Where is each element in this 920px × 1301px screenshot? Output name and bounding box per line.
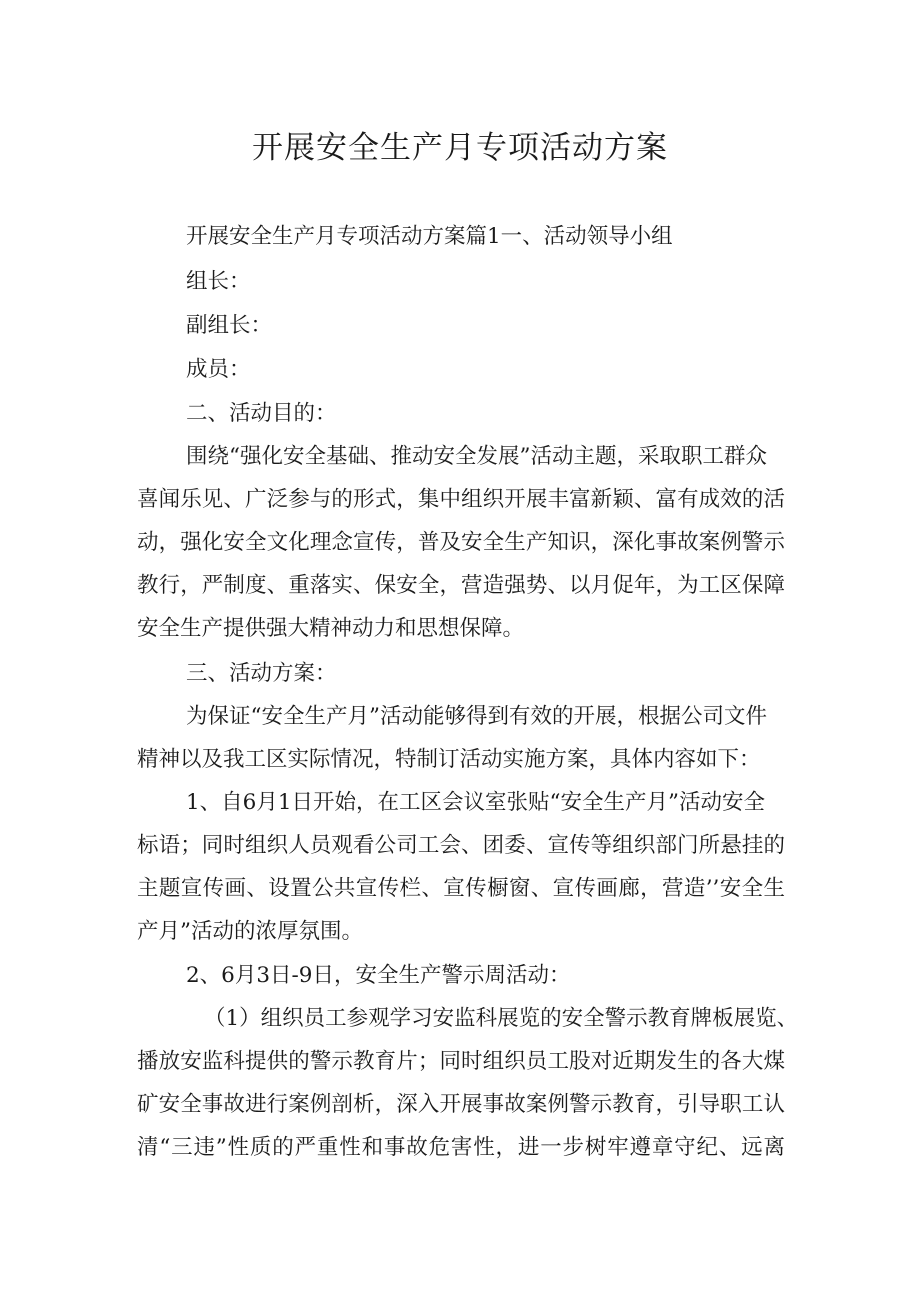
paragraph-line: 播放安监科提供的警示教育片；同时组织员工股对近期发生的各大煤 — [137, 1049, 785, 1074]
document-title: 开展安全生产月专项活动方案 — [252, 130, 668, 166]
section-3-heading: 三、活动方案： — [186, 661, 337, 686]
paragraph-line: 矿安全事故进行案例剖析，深入开展事故案例警示教育，引导职工认 — [137, 1092, 785, 1117]
paragraph-line: 2、6月3日-9日，安全生产警示周活动： — [186, 963, 571, 988]
paragraph-line: 产月”活动的浓厚氛围。 — [137, 919, 363, 944]
paragraph-line: 精神以及我工区实际情况，特制订活动实施方案，具体内容如下： — [137, 747, 761, 772]
members-label: 成员： — [186, 357, 251, 382]
paragraph-line: 清“三违”性质的严重性和事故危害性，进一步树牢遵章守纪、远离 — [137, 1135, 785, 1160]
paragraph-line: 主题宣传画、设置公共宣传栏、宣传橱窗、宣传画廊，营造’’安全生 — [137, 876, 785, 901]
paragraph-line: 安全生产提供强大精神动力和思想保障。 — [137, 616, 525, 641]
paragraph-line: 围绕“强化安全基础、推动安全发展”活动主题，采取职工群众 — [186, 444, 767, 469]
paragraph-line: （1）组织员工参观学习安监科展览的安全警示教育牌板展览、 — [204, 1006, 799, 1031]
paragraph-line: 1、自6月1日开始，在工区会议室张贴“安全生产月”活动安全 — [186, 790, 766, 815]
deputy-leader-label: 副组长： — [186, 313, 273, 338]
heading-line-1: 开展安全生产月专项活动方案篇1一、活动领导小组 — [186, 224, 673, 249]
paragraph-line: 为保证“安全生产月”活动能够得到有效的开展，根据公司文件 — [186, 704, 767, 729]
section-2-heading: 二、活动目的： — [186, 401, 337, 426]
leader-label: 组长： — [186, 269, 251, 294]
paragraph-line: 教行，严制度、重落实、保安全，营造强势、以月促年，为工区保障 — [137, 573, 785, 598]
paragraph-line: 喜闻乐见、广泛参与的形式，集中组织开展丰富新颖、富有成效的活 — [137, 487, 785, 512]
paragraph-line: 动，强化安全文化理念宣传，普及安全生产知识，深化事故案例警示 — [137, 530, 785, 555]
paragraph-line: 标语；同时组织人员观看公司工会、团委、宣传等组织部门所悬挂的 — [137, 833, 785, 858]
